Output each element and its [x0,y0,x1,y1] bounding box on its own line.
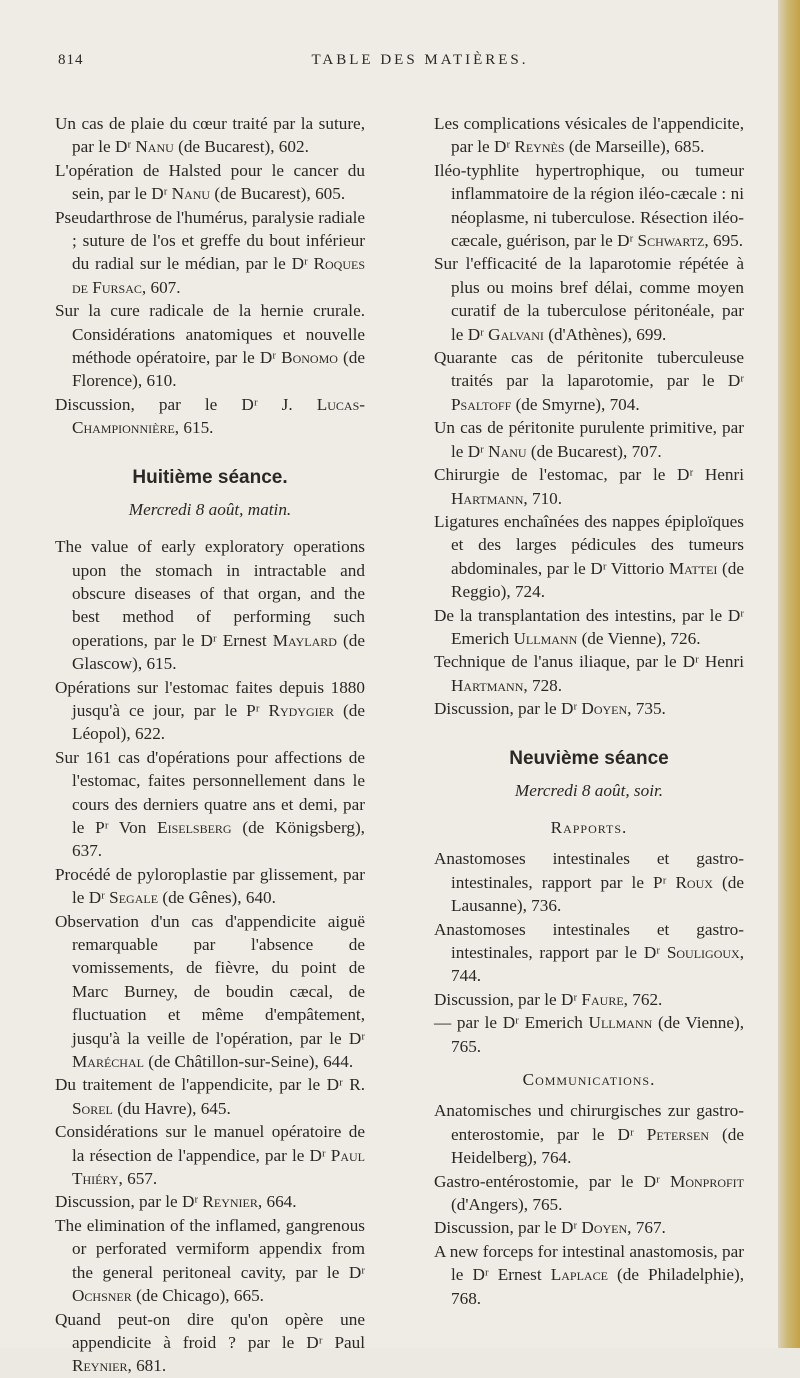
entry-reference: (de Bucarest), 605. [210,184,346,204]
author-name: Hartmann [451,488,524,508]
author-name: Nanu [171,184,211,204]
entry-reference: (de Bucarest), 602. [173,137,309,157]
entry-reference: , 681. [127,1356,167,1376]
author-name: Doyen [581,699,628,719]
toc-entry [434,650,744,697]
entry-reference: (de Marseille), 685. [564,137,705,157]
section-title: Neuvième séance [509,747,669,769]
page-edge [778,0,800,1348]
entry-text: Observation d'un cas d'appendicite aiguë remarquable par l'absence de vomissements, de fièvre, du point de Marc Burney, de boudin cæcal, de fluctuation et même d'empâtement, jusqu'à la veille de l'opération, par le Dʳ [55,911,365,1048]
entry-text: Iléo-typhlite hypertrophique, ou tumeur inflammatoire de la région iléo-cæcale : ni néoplasme, ni tuberculose. Résection iléo-cæcale, guérison, par le Dʳ [434,160,744,251]
rapports-heading: Rapports. [550,817,628,837]
entry-text: Considérations sur le manuel opératoire de la résection de l'appendice, par le Dʳ [55,1122,365,1165]
author-name: Doyen [581,1218,628,1238]
toc-entry [55,910,365,1074]
author-name: Schwartz [637,231,705,251]
entry-text: Discussion, par le Dʳ [434,699,582,719]
toc-entry [55,1120,365,1190]
author-name: Eiselsberg [157,817,232,837]
page-number: 814 [58,52,84,68]
section-date: Mercredi 8 août, soir. [514,780,664,800]
entry-text: Technique de l'anus iliaque, par le Dʳ Henri [434,652,744,672]
entry-reference: (de Königsberg), 637. [72,817,365,861]
entry-reference: (de Heidelberg), 764. [451,1124,744,1168]
toc-entry [55,1214,365,1308]
author-name: Ullmann [588,1013,653,1033]
toc-entry [55,159,365,206]
author-name: Galvani [488,324,544,344]
toc-entry [434,346,744,416]
toc-entry [434,697,744,720]
toc-entry [55,535,365,675]
toc-entry [434,1240,744,1310]
right-column [434,112,744,1310]
entry-text: Sur la cure radicale de la hernie crurale. Considérations anatomiques et nouvelle méthode opératoire, par le Dʳ [55,301,365,368]
entry-text: Discussion, par le Dʳ [55,1192,203,1212]
entry-reference: (de Glascow), 615. [72,630,365,674]
entry-text: The value of early exploratory operations upon the stomach in intractable and obscure diseases of that organ, and the best method of performing such operations, par le Dʳ Ernest [55,537,365,650]
toc-entry [434,159,744,253]
toc-entry [55,112,365,159]
entry-text: The elimination of the inflamed, gangrenous or perforated vermiform appendix from the general peritoneal cavity, par le Dʳ [55,1215,365,1282]
toc-entry [55,206,365,300]
entry-reference: (de Vienne), 726. [577,628,701,648]
author-name: Roques de Fursac [72,254,365,297]
section-date: Mercredi 8 août, matin. [128,499,292,519]
entry-reference: (de Léopol), 622. [72,700,365,744]
entry-text: Un cas de plaie du cœur traité par la suture, par le Dʳ [55,114,365,157]
entries-group [434,112,744,721]
toc-entry [434,112,744,159]
toc-entry [434,463,744,510]
entries-group [434,1099,744,1310]
entry-text: Anastomoses intestinales et gastro-intestinales, rapport par le Pʳ [434,849,744,892]
entry-reference: , 664. [257,1192,297,1212]
entry-reference: (de Bucarest), 707. [526,441,662,461]
toc-entry [55,1190,365,1213]
entries-group [55,535,365,1378]
entry-reference: (de Vienne), 765. [451,1013,744,1056]
entry-text: Opérations sur l'estomac faites depuis 1880 jusqu'à ce jour, par le Pʳ [55,677,365,720]
toc-entry [434,1170,744,1217]
entry-text: L'opération de Halsted pour le cancer du sein, par le Dʳ [55,160,365,204]
entry-reference: (de Reggio), 724. [451,558,744,602]
entry-reference: (de Gênes), 640. [158,888,276,908]
entry-text: Discussion, par le Dʳ [434,989,582,1009]
author-name: Nanu [135,137,174,157]
entry-text: Discussion, par le Dʳ [434,1218,582,1238]
entry-reference: , 710. [523,488,563,508]
author-name: Nanu [488,441,527,461]
entry-text: Ligatures enchaînées des nappes épiploïques et des larges pédicules des tumeurs abdominales, par le Dʳ Vittorio [434,511,744,578]
toc-entry [55,1308,365,1378]
entry-text: Gastro-entérostomie, par le Dʳ [434,1171,671,1191]
author-name: Reynier [72,1356,128,1376]
entry-reference: , 615. [174,418,214,438]
toc-entry [434,604,744,651]
entry-reference: (de Lausanne), 736. [451,872,744,916]
toc-entry [55,676,365,746]
entry-text: — par le Dʳ Emerich [434,1013,589,1033]
toc-entry [434,510,744,604]
entry-reference: (d'Athènes), 699. [543,324,667,344]
entry-text: Quand peut-on dire qu'on opère une appendicite à froid ? par le Dʳ Paul [55,1309,365,1352]
entry-text: Anatomisches und chirurgisches zur gastro-enterostomie, par le Dʳ [434,1101,744,1144]
author-name: Faure [581,989,624,1009]
entry-reference: , 735. [627,699,666,719]
author-name: Maréchal [72,1052,144,1072]
toc-entry [434,847,744,917]
toc-entry [434,1216,744,1239]
author-name: Lucas-Championnière [72,394,365,438]
entries-group [55,112,365,440]
author-name: Laplace [550,1265,608,1285]
entry-reference: (d'Angers), 765. [451,1195,563,1215]
entry-reference: (de Philadelphie), 768. [451,1265,744,1308]
toc-entry [434,416,744,463]
entry-text: Pseudarthrose de l'humérus, paralysie radiale ; suture de l'os et greffe du bout inférieur du radial sur le médian, par le Dʳ [55,207,365,274]
author-name: Sorel [72,1098,113,1118]
entry-reference: , 607. [141,277,181,297]
entry-reference: (de Chicago), 665. [131,1286,264,1306]
entry-reference: , 744. [451,943,744,986]
author-name: Maylard [272,630,337,650]
entry-text: Procédé de pyloroplastie par glissement, par le Dʳ [55,864,365,908]
entry-text: De la transplantation des intestins, par le Dʳ Emerich [434,605,744,648]
author-name: Ochsner [72,1286,132,1306]
author-name: Hartmann [451,675,524,695]
toc-entry [55,1073,365,1120]
author-name: Psaltoff [451,394,512,414]
left-column [55,112,365,1378]
entry-text: Un cas de péritonite purulente primitive, par le Dʳ [434,418,744,461]
entry-text: Anastomoses intestinales et gastro-intestinales, rapport par le Dʳ [434,919,744,962]
entry-reference: (de Florence), 610. [72,348,365,391]
toc-entry [434,1011,744,1058]
entry-reference: , 728. [523,675,563,695]
page-header [40,52,760,82]
toc-entry [55,393,365,440]
author-name: Paul Thiéry [72,1145,365,1189]
entry-text: Du traitement de l'appendicite, par le Dʳ R. [55,1075,365,1095]
author-name: Monprofit [670,1171,744,1191]
entry-text: Chirurgie de l'estomac, par le Dʳ Henri [434,465,744,485]
section-title: Huitième séance. [132,466,288,488]
entry-reference: (de Smyrne), 704. [511,394,640,414]
toc-entry [55,863,365,910]
entry-reference: , 767. [627,1218,666,1238]
toc-entry [434,252,744,346]
toc-entry [434,988,744,1011]
author-name: Souligoux [666,943,740,962]
entry-text: Quarante cas de péritonite tuberculeuse traités par la laparotomie, par le Dʳ [434,348,744,391]
author-name: Reynier [202,1192,258,1212]
entry-reference: , 695. [704,231,744,251]
author-name: Ullmann [513,628,578,648]
toc-entry [434,918,744,988]
communications-heading: Communications. [522,1070,656,1090]
toc-entry [55,299,365,393]
entry-text: Sur 161 cas d'opérations pour affections de l'estomac, faites personnellement dans le cours des derniers quatre ans et demi, par le Pʳ Von [55,747,365,837]
entry-text: A new forceps for intestinal anastomosis, par le Dʳ Ernest [434,1241,744,1285]
author-name: Bonomo [281,348,338,368]
author-name: Roux [675,872,713,892]
running-title: TABLE DES MATIÈRES. [311,52,529,68]
entry-text: Les complications vésicales de l'appendicite, par le Dʳ [434,114,744,157]
author-name: Petersen [646,1124,709,1144]
entry-text: Sur l'efficacité de la laparotomie répétée à plus ou moins bref délai, comme moyen curatif de la tuberculose péritonéale, par le Dʳ [434,254,744,344]
entries-group [434,847,744,1058]
toc-entry [434,1099,744,1169]
entry-reference: (de Châtillon-sur-Seine), 644. [143,1052,354,1072]
entry-reference: , 657. [118,1169,158,1189]
author-name: Reynès [514,137,565,157]
author-name: Rydygier [268,700,334,720]
entry-text: Discussion, par le Dʳ J. [55,394,317,414]
entry-reference: (du Havre), 645. [112,1098,231,1118]
toc-entry [55,746,365,863]
author-name: Mattei [668,558,718,578]
author-name: Segale [109,888,159,908]
entry-reference: , 762. [623,989,663,1009]
